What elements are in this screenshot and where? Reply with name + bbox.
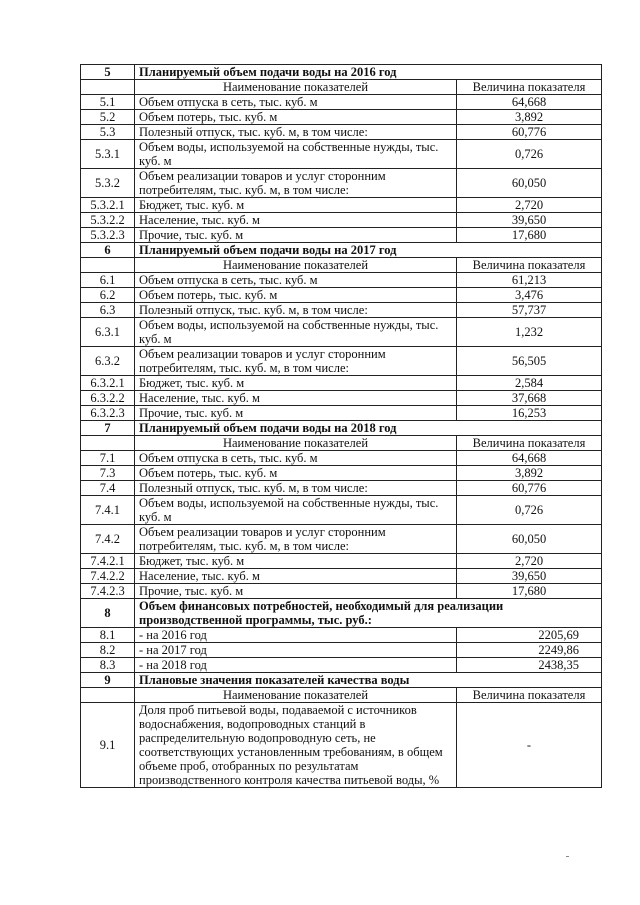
row-code: 6.3.1 [81, 318, 135, 347]
row-value: 60,776 [457, 481, 602, 496]
row-value: 2,584 [457, 376, 602, 391]
row-name: Бюджет, тыс. куб. м [135, 554, 457, 569]
row-code: 8.1 [81, 628, 135, 643]
row-name: Доля проб питьевой воды, подаваемой с источников водоснабжения, водопроводных станций в распределительную водопроводную сеть, не соответствующих установленным требованиям, в общем объеме проб, отобранных по результатам производственного контроля качества питьевой воды, % [135, 703, 457, 788]
table-row [81, 703, 602, 788]
row-code: 7.4 [81, 481, 135, 496]
row-value: 3,892 [457, 466, 602, 481]
table-row [81, 658, 602, 673]
row-code: 6.3.2 [81, 347, 135, 376]
table-row [81, 273, 602, 288]
section-title-row [81, 673, 602, 688]
row-name: Бюджет, тыс. куб. м [135, 198, 457, 213]
column-header-row [81, 436, 602, 451]
row-code: 5.3.1 [81, 140, 135, 169]
row-name: Прочие, тыс. куб. м [135, 406, 457, 421]
row-value: 64,668 [457, 95, 602, 110]
row-code: 7.4.1 [81, 496, 135, 525]
row-value: 37,668 [457, 391, 602, 406]
table-row [81, 140, 602, 169]
row-name: - на 2017 год [135, 643, 457, 658]
row-code: 5.1 [81, 95, 135, 110]
table-row [81, 406, 602, 421]
table-row [81, 288, 602, 303]
table-row [81, 228, 602, 243]
column-header-value: Величина показателя [457, 80, 602, 95]
row-value: 3,892 [457, 110, 602, 125]
section-title: Планируемый объем подачи воды на 2016 год [135, 65, 602, 80]
section-title-row [81, 243, 602, 258]
row-name: Объем потерь, тыс. куб. м [135, 466, 457, 481]
table-row [81, 628, 602, 643]
row-name: Объем отпуска в сеть, тыс. куб. м [135, 273, 457, 288]
row-value: 2438,35 [457, 658, 602, 673]
table-row [81, 451, 602, 466]
row-name: Объем отпуска в сеть, тыс. куб. м [135, 451, 457, 466]
row-value: 2205,69 [457, 628, 602, 643]
row-name: Полезный отпуск, тыс. куб. м, в том числе: [135, 303, 457, 318]
table-row [81, 481, 602, 496]
section-title: Плановые значения показателей качества воды [135, 673, 602, 688]
row-code: 7.4.2.3 [81, 584, 135, 599]
row-value: - [457, 703, 602, 788]
column-header-name: Наименование показателей [135, 80, 457, 95]
row-value: 0,726 [457, 496, 602, 525]
row-value: 57,737 [457, 303, 602, 318]
column-header-value: Величина показателя [457, 688, 602, 703]
row-code: 5.3.2.2 [81, 213, 135, 228]
row-value: 56,505 [457, 347, 602, 376]
table-row [81, 525, 602, 554]
table-row [81, 347, 602, 376]
table-row [81, 213, 602, 228]
row-value: 1,232 [457, 318, 602, 347]
row-name: - на 2016 год [135, 628, 457, 643]
row-code: 8.3 [81, 658, 135, 673]
section-title-row [81, 65, 602, 80]
table-row [81, 466, 602, 481]
row-value: 17,680 [457, 228, 602, 243]
row-code: 6.3.2.2 [81, 391, 135, 406]
table-row [81, 376, 602, 391]
row-value: 61,213 [457, 273, 602, 288]
indicators-table [80, 64, 602, 788]
row-name: Полезный отпуск, тыс. куб. м, в том числе: [135, 125, 457, 140]
column-header-name: Наименование показателей [135, 436, 457, 451]
table-row [81, 95, 602, 110]
row-code: 7.4.2 [81, 525, 135, 554]
indicators-table-body [81, 65, 602, 788]
row-name: Объем реализации товаров и услуг сторонним потребителям, тыс. куб. м, в том числе: [135, 347, 457, 376]
section-number: 5 [81, 65, 135, 80]
section-title-row [81, 599, 602, 628]
row-value: 60,050 [457, 525, 602, 554]
table-row [81, 198, 602, 213]
table-row [81, 496, 602, 525]
section-number: 8 [81, 599, 135, 628]
empty-cell [81, 688, 135, 703]
row-code: 5.3.2 [81, 169, 135, 198]
row-code: 7.1 [81, 451, 135, 466]
row-name: Полезный отпуск, тыс. куб. м, в том числе: [135, 481, 457, 496]
row-name: Объем воды, используемой на собственные нужды, тыс. куб. м [135, 318, 457, 347]
row-name: Объем потерь, тыс. куб. м [135, 288, 457, 303]
row-value: 60,776 [457, 125, 602, 140]
table-row [81, 569, 602, 584]
section-title-row [81, 421, 602, 436]
row-name: Население, тыс. куб. м [135, 391, 457, 406]
section-title: Планируемый объем подачи воды на 2017 год [135, 243, 602, 258]
empty-cell [81, 80, 135, 95]
row-value: 3,476 [457, 288, 602, 303]
row-name: Население, тыс. куб. м [135, 213, 457, 228]
table-row [81, 169, 602, 198]
row-name: Прочие, тыс. куб. м [135, 228, 457, 243]
row-code: 6.1 [81, 273, 135, 288]
column-header-name: Наименование показателей [135, 688, 457, 703]
table-row [81, 584, 602, 599]
row-name: Бюджет, тыс. куб. м [135, 376, 457, 391]
table-row [81, 391, 602, 406]
row-value: 60,050 [457, 169, 602, 198]
column-header-value: Величина показателя [457, 258, 602, 273]
row-code: 7.4.2.1 [81, 554, 135, 569]
row-code: 6.3 [81, 303, 135, 318]
row-value: 2249,86 [457, 643, 602, 658]
row-code: 5.3.2.1 [81, 198, 135, 213]
row-code: 6.3.2.1 [81, 376, 135, 391]
section-number: 7 [81, 421, 135, 436]
table-row [81, 643, 602, 658]
row-code: 5.3.2.3 [81, 228, 135, 243]
row-value: 17,680 [457, 584, 602, 599]
section-title: Объем финансовых потребностей, необходимый для реализации производственной программы, тыс. руб.: [135, 599, 602, 628]
row-value: 2,720 [457, 198, 602, 213]
column-header-name: Наименование показателей [135, 258, 457, 273]
table-row [81, 318, 602, 347]
row-name: Объем реализации товаров и услуг сторонним потребителям, тыс. куб. м, в том числе: [135, 169, 457, 198]
row-name: Объем воды, используемой на собственные нужды, тыс. куб. м [135, 140, 457, 169]
row-value: 64,668 [457, 451, 602, 466]
row-code: 6.3.2.3 [81, 406, 135, 421]
table-row [81, 554, 602, 569]
row-name: Объем отпуска в сеть, тыс. куб. м [135, 95, 457, 110]
scan-artifact [566, 856, 569, 857]
table-row [81, 110, 602, 125]
row-value: 2,720 [457, 554, 602, 569]
row-code: 8.2 [81, 643, 135, 658]
row-name: Прочие, тыс. куб. м [135, 584, 457, 599]
table-row [81, 125, 602, 140]
empty-cell [81, 436, 135, 451]
row-value: 39,650 [457, 569, 602, 584]
column-header-row [81, 258, 602, 273]
row-value: 16,253 [457, 406, 602, 421]
row-name: Объем потерь, тыс. куб. м [135, 110, 457, 125]
section-number: 9 [81, 673, 135, 688]
row-name: Население, тыс. куб. м [135, 569, 457, 584]
empty-cell [81, 258, 135, 273]
row-code: 5.3 [81, 125, 135, 140]
row-code: 7.4.2.2 [81, 569, 135, 584]
row-name: Объем реализации товаров и услуг сторонним потребителям, тыс. куб. м, в том числе: [135, 525, 457, 554]
row-code: 6.2 [81, 288, 135, 303]
row-value: 0,726 [457, 140, 602, 169]
row-value: 39,650 [457, 213, 602, 228]
row-name: - на 2018 год [135, 658, 457, 673]
column-header-value: Величина показателя [457, 436, 602, 451]
column-header-row [81, 688, 602, 703]
row-name: Объем воды, используемой на собственные нужды, тыс. куб. м [135, 496, 457, 525]
column-header-row [81, 80, 602, 95]
row-code: 9.1 [81, 703, 135, 788]
section-number: 6 [81, 243, 135, 258]
row-code: 7.3 [81, 466, 135, 481]
row-code: 5.2 [81, 110, 135, 125]
section-title: Планируемый объем подачи воды на 2018 год [135, 421, 602, 436]
table-row [81, 303, 602, 318]
